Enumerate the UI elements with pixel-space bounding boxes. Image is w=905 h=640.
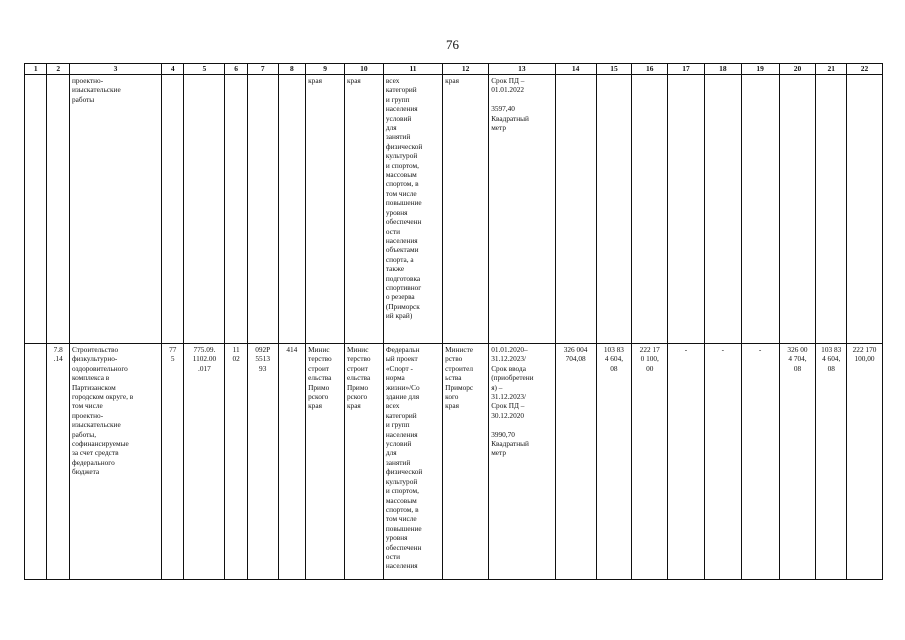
column-number: 16 bbox=[632, 64, 668, 75]
column-number: 3 bbox=[69, 64, 161, 75]
column-number: 18 bbox=[704, 64, 741, 75]
cell-dates: 01.01.2020– 31.12.2023/ Срок ввода (приобретени я) – 31.12.2023/ Срок ПД – 30.12.2020 3990,70 Квадратный метр bbox=[489, 344, 555, 580]
cell-col-15 bbox=[596, 75, 632, 344]
cell-col-22: 222 170 100,00 bbox=[847, 344, 883, 580]
cell-developer: Минис терство строит ельства Примо рского края bbox=[345, 344, 384, 580]
cell-project: всех категорий и групп населения условий для занятий физической культурой и спортом, массовым спортом, в том числе повышение уровня обеспеченн ости населения объектами спорта, а также подготовка спортивног о резерва (Приморск ий край) bbox=[383, 75, 442, 344]
cell-col-18: - bbox=[704, 344, 741, 580]
cell-col-21 bbox=[816, 75, 847, 344]
cell-col-14 bbox=[555, 75, 596, 344]
cell-project: Федеральн ый проект «Спорт - норма жизни»/Со здание для всех категорий и групп населения условий для занятий физической культурой и спортом, массовым спортом, в том числе повышение уровня обеспеченн ости населения bbox=[383, 344, 442, 580]
cell-dates: Срок ПД – 01.01.2022 3597,40 Квадратный метр bbox=[489, 75, 555, 344]
column-number: 17 bbox=[668, 64, 705, 75]
column-number: 12 bbox=[443, 64, 489, 75]
cell-col-5 bbox=[184, 75, 225, 344]
page-number: 76 bbox=[446, 37, 459, 52]
budget-table bbox=[24, 63, 883, 580]
column-number: 20 bbox=[779, 64, 816, 75]
column-number: 14 bbox=[555, 64, 596, 75]
column-number: 5 bbox=[184, 64, 225, 75]
cell-customer: края bbox=[306, 75, 345, 344]
cell-col-21: 103 83 4 604, 08 bbox=[816, 344, 847, 580]
column-number: 8 bbox=[278, 64, 306, 75]
cell-executor: края bbox=[443, 75, 489, 344]
cell-col-15: 103 83 4 604, 08 bbox=[596, 344, 632, 580]
column-number: 1 bbox=[25, 64, 47, 75]
column-number: 9 bbox=[306, 64, 345, 75]
cell-item-number: 7.8 .14 bbox=[47, 344, 69, 580]
cell-col-17: - bbox=[668, 344, 705, 580]
cell-col-16 bbox=[632, 75, 668, 344]
cell-col-7: 092Р 5513 93 bbox=[247, 344, 278, 580]
cell-col-16: 222 17 0 100, 00 bbox=[632, 344, 668, 580]
cell-col-17 bbox=[668, 75, 705, 344]
cell-col-2 bbox=[47, 75, 69, 344]
cell-col-6: 11 02 bbox=[225, 344, 247, 580]
cell-col-4: 77 5 bbox=[162, 344, 184, 580]
cell-col-19 bbox=[741, 75, 779, 344]
column-number: 10 bbox=[345, 64, 384, 75]
column-number: 15 bbox=[596, 64, 632, 75]
cell-col-8: 414 bbox=[278, 344, 306, 580]
cell-col-20: 326 00 4 704, 08 bbox=[779, 344, 816, 580]
cell-col-1 bbox=[25, 344, 47, 580]
table-row bbox=[25, 344, 883, 580]
cell-col-5: 775.09. 1102.00 .017 bbox=[184, 344, 225, 580]
cell-col-22 bbox=[847, 75, 883, 344]
cell-col-4 bbox=[162, 75, 184, 344]
column-number: 11 bbox=[383, 64, 442, 75]
cell-col-18 bbox=[704, 75, 741, 344]
column-number: 13 bbox=[489, 64, 555, 75]
table-row bbox=[25, 75, 883, 344]
column-number-row bbox=[25, 64, 883, 75]
cell-object-name: Строительство физкультурно- оздоровительного комплекса в Партизанском городском округе, в том числе проектно- изыскательские работы, софинансируемые за счет средств федерального бюджета bbox=[69, 344, 161, 580]
cell-col-7 bbox=[247, 75, 278, 344]
column-number: 19 bbox=[741, 64, 779, 75]
column-number: 6 bbox=[225, 64, 247, 75]
cell-col-19: - bbox=[741, 344, 779, 580]
cell-developer: края bbox=[345, 75, 384, 344]
column-number: 2 bbox=[47, 64, 69, 75]
column-number: 21 bbox=[816, 64, 847, 75]
cell-col-8 bbox=[278, 75, 306, 344]
cell-col-20 bbox=[779, 75, 816, 344]
cell-col-1 bbox=[25, 75, 47, 344]
column-number: 7 bbox=[247, 64, 278, 75]
cell-col-6 bbox=[225, 75, 247, 344]
cell-col-14: 326 004 704,08 bbox=[555, 344, 596, 580]
cell-executor: Министе рство строител ьства Приморс кого края bbox=[443, 344, 489, 580]
cell-object-name: проектно- изыскательские работы bbox=[69, 75, 161, 344]
column-number: 4 bbox=[162, 64, 184, 75]
column-number: 22 bbox=[847, 64, 883, 75]
cell-customer: Минис терство строит ельства Примо рского края bbox=[306, 344, 345, 580]
